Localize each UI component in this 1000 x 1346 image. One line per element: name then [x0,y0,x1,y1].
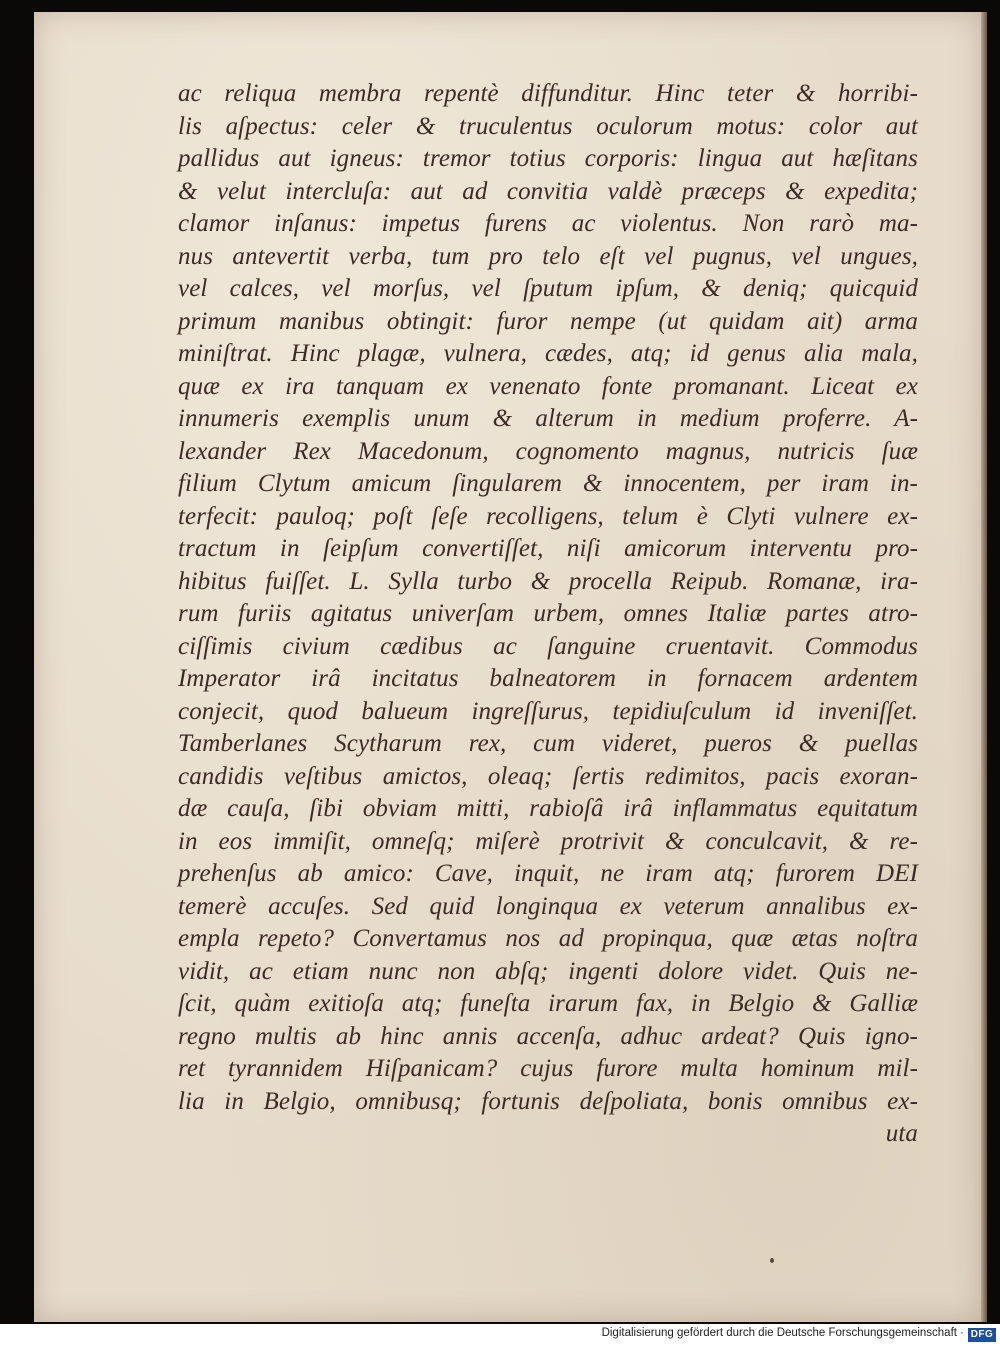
text-line: quæ ex ira tanquam ex venenato fonte promanant. Liceat ex [178,372,918,400]
text-line: terfecit: pauloq; poſt ſeſe recolligens, telum è Clyti vulnere ex- [178,502,918,530]
text-line: lexander Rex Macedonum, cognomento magnus, nutricis ſuæ [178,437,918,465]
text-line: ac reliqua membra repentè diffunditur. Hinc teter & horribi- [178,80,918,107]
text-line: filium Clytum amicum ſingularem & innocentem, per iram in- [178,470,918,497]
text-line: ſcit, quàm exitioſa atq; funeſta irarum fax, in Belgio & Galliæ [178,990,918,1017]
catchword: uta [885,1120,918,1147]
text-line: hibitus fuiſſet. L. Sylla turbo & procella Reipub. Romanæ, ira- [178,567,918,595]
text-line: Tamberlanes Scytharum rex, cum videret, pueros & puellas [178,730,918,757]
text-line: lis aſpectus: celer & truculentus oculorum motus: color aut [178,112,918,140]
text-line: conjecit, quod balueum ingreſſurus, tepidiuſculum id inveniſſet. [178,697,918,725]
text-line: innumeris exemplis unum & alterum in medium proferre. A- [178,405,918,432]
text-line: candidis veſtibus amictos, oleaq; ſertis redimitos, pacis exoran- [178,762,918,790]
text-line: temerè accuſes. Sed quid longinqua ex veterum annalibus ex- [178,892,918,920]
text-line: primum manibus obtingit: furor nempe (ut quidam ait) arma [178,307,918,335]
text-line: vidit, ac etiam nunc non abſq; ingenti dolore videt. Quis ne- [178,957,918,985]
text-line: & velut intercluſa: aut ad convitia valdè præceps & expedita; [178,177,918,205]
text-line: miniſtrat. Hinc plagæ, vulnera, cædes, atq; id genus alia mala, [178,340,918,367]
text-line: vel calces, vel morſus, vel ſputum ipſum, & deniq; quicquid [178,275,918,302]
ink-speck [770,1258,774,1263]
dfg-logo-icon[interactable]: DFG [968,1328,996,1342]
page-text-block [178,78,918,1151]
text-line: lia in Belgio, omnibusq; fortunis deſpoliata, bonis omnibus ex- [178,1087,918,1115]
text-line: dæ cauſa, ſibi obviam mitti, rabioſâ irâ inflammatus equitatum [178,795,918,822]
text-line: ciſſimis civium cædibus ac ſanguine cruentavit. Commodus [178,632,918,660]
text-line: tractum in ſeipſum convertiſſet, niſi amicorum interventu pro- [178,535,918,562]
text-line: nus antevertit verba, tum pro telo eſt vel pugnus, vel ungues, [178,242,918,270]
funding-credit: Digitalisierung gefördert durch die Deutsche Forschungsgemeinschaft · [601,1327,964,1339]
text-line: ret tyrannidem Hiſpanicam? cujus furore multa hominum mil- [178,1055,918,1082]
page-edge [981,12,987,1322]
text-line: Imperator irâ incitatus balneatorem in fornacem ardentem [178,665,918,692]
text-line: clamor inſanus: impetus furens ac violentus. Non rarò ma- [178,210,918,237]
text-line: pallidus aut igneus: tremor totius corporis: lingua aut hæſitans [178,145,918,172]
text-line: rum furiis agitatus univerſam urbem, omnes Italiæ partes atro- [178,600,918,627]
footer-bar [0,1324,1000,1346]
text-line: in eos immiſit, omneſq; miſerè protrivit & conculcavit, & re- [178,827,918,855]
text-line: prehenſus ab amico: Cave, inquit, ne iram atq; furorem DEI [178,860,918,887]
text-line: empla repeto? Convertamus nos ad propinqua, quæ ætas noſtra [178,925,918,952]
text-line: regno multis ab hinc annis accenſa, adhuc ardeat? Quis igno- [178,1022,918,1050]
